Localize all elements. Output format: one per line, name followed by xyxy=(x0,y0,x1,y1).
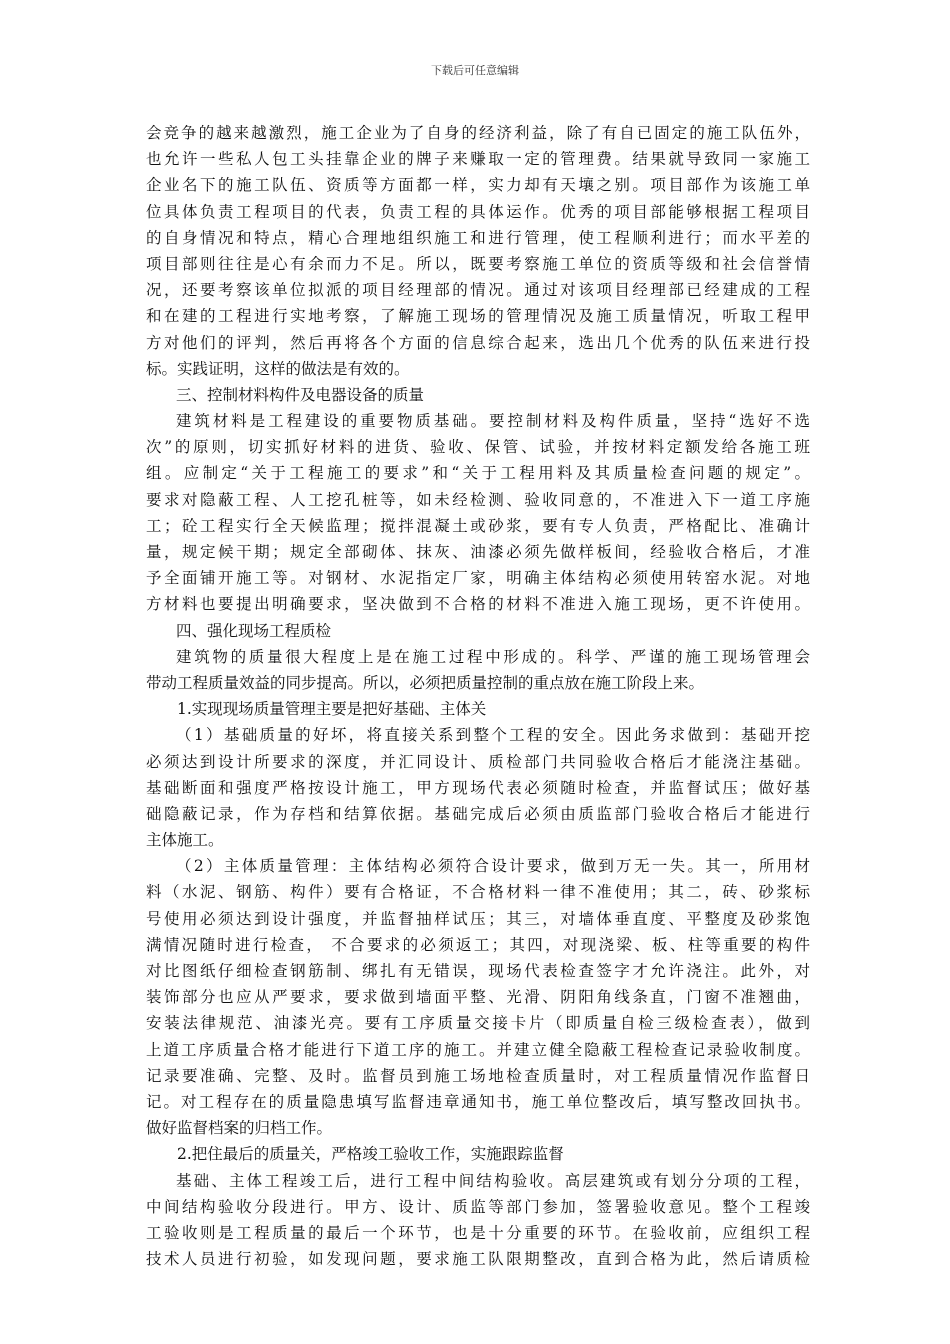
text-line: 企业名下的施工队伍、资质等方面都一样，实力却有天壤之别。项目部作为该施工单 xyxy=(146,176,810,195)
text-line: 会竞争的越来越激烈，施工企业为了自身的经济利益，除了有自已固定的施工队伍外， xyxy=(146,124,810,142)
text-line: 号使用必须达到设计强度，并监督抽样试压；其三，对墙体垂直度、平整度及砂浆饱 xyxy=(146,909,810,928)
text-line: 和在建的工程进行实地考察，了解施工现场的管理情况及施工质量情况，听取工程甲 xyxy=(146,307,810,326)
text-line: （1）基础质量的好坏，将直接关系到整个工程的安全。因此务求做到：基础开挖 xyxy=(176,726,810,745)
page-header: 下载后可任意编辑 xyxy=(431,64,519,77)
text-line: 记录要准确、完整、及时。监督员到施工场地检查质量时，对工程质量情况作监督日 xyxy=(146,1066,810,1085)
text-line: 主体施工。 xyxy=(146,831,224,850)
text-line: 方材料也要提出明确要求，坚决做到不合格的材料不准进入施工现场，更不许使用。 xyxy=(146,595,810,614)
text-line: 标。实践证明，这样的做法是有效的。 xyxy=(146,359,410,378)
text-line: 要求对隐蔽工程、人工挖孔桩等，如未经检测、验收同意的，不准进入下一道工序施 xyxy=(146,490,810,509)
text-line: 工；砼工程实行全天候监理；搅拌混凝土或砂浆，要有专人负责，严格配比、准确计 xyxy=(146,516,810,535)
text-line: 上道工序质量合格才能进行下道工序的施工。并建立健全隐蔽工程检查记录验收制度。 xyxy=(146,1040,810,1059)
text-line: 带动工程质量效益的同步提高。所以，必须把质量控制的重点放在施工阶段上来。 xyxy=(146,673,705,692)
text-line: 四、强化现场工程质检 xyxy=(176,621,332,640)
text-line: 基础、主体工程竣工后，进行工程中间结构验收。高层建筑或有划分分项的工程， xyxy=(176,1171,810,1190)
text-line: 组。应制定“关于工程施工的要求”和“关于工程用料及其质量检查问题的规定”。 xyxy=(146,464,810,483)
text-line: 的自身情况和特点，精心合理地组织施工和进行管理，使工程顺利进行；而水平差的 xyxy=(146,228,810,247)
text-line: 工验收则是工程质量的最后一个环节，也是十分重要的环节。在验收前，应组织工程 xyxy=(146,1223,810,1242)
text-line: 予全面铺开施工等。对钢材、水泥指定厂家，明确主体结构必须使用转窑水泥。对地 xyxy=(146,569,810,588)
text-line: 1.实现现场质量管理主要是把好基础、主体关 xyxy=(177,700,487,719)
text-line: 况，还要考察该单位拟派的项目经理部的情况。通过对该项目经理部已经建成的工程 xyxy=(146,281,810,300)
text-line: 础隐蔽记录，作为存档和结算依据。基础完成后必须由质监部门验收合格后才能进行 xyxy=(146,804,810,823)
text-line: （2）主体质量管理：主体结构必须符合设计要求，做到万无一失。其一，所用材 xyxy=(176,857,810,876)
text-line: 记。对工程存在的质量隐患填写监督违章通知书，施工单位整改后，填写整改回执书。 xyxy=(146,1092,810,1111)
document-body xyxy=(146,120,810,1272)
text-line: 对比图纸仔细检查钢筋制、绑扎有无错误，现场代表检查签字才允许浇注。此外，对 xyxy=(146,962,810,980)
text-line: 项目部则往往是心有余而力不足。所以，既要考察施工单位的资质等级和社会信誉情 xyxy=(146,254,810,273)
text-line: 基础断面和强度严格按设计施工，甲方现场代表必须随时检查，并监督试压；做好基 xyxy=(146,778,810,797)
text-line: 料（水泥、钢筋、构件）要有合格证，不合格材料一律不准使用；其二，砖、砂浆标 xyxy=(146,883,810,902)
text-line: 位具体负责工程项目的代表，负责工程的具体运作。优秀的项目部能够根据工程项目 xyxy=(146,202,810,221)
text-line: 中间结构验收分段进行。甲方、设计、质监等部门参加，签署验收意见。整个工程竣 xyxy=(146,1197,810,1216)
text-line: 建筑材料是工程建设的重要物质基础。要控制材料及构件质量，坚持“选好不选 xyxy=(176,412,810,431)
text-line: 安装法律规范、油漆光亮。要有工序质量交接卡片（即质量自检三级检查表），做到 xyxy=(146,1014,810,1033)
text-line: 必须达到设计所要求的深度，并汇同设计、质检部门共同验收合格后才能浇注基础。 xyxy=(146,752,810,771)
text-line: 方对他们的评判，然后再将各个方面的信息综合起来，选出几个优秀的队伍来进行投 xyxy=(146,333,810,352)
text-line: 也允许一些私人包工头挂靠企业的牌子来赚取一定的管理费。结果就导致同一家施工 xyxy=(146,150,810,169)
text-line: 量，规定候干期；规定全部砌体、抹灰、油漆必须先做样板间，经验收合格后，才准 xyxy=(146,543,810,561)
text-line: 2.把住最后的质量关，严格竣工验收工作，实施跟踪监督 xyxy=(177,1145,564,1164)
text-line: 装饰部分也应从严要求，要求做到墙面平整、光滑、阴阳角线条直，门窗不准翘曲， xyxy=(146,988,810,1007)
text-line: 满情况随时进行检查， 不合要求的必须返工；其四，对现浇梁、板、柱等重要的构件 xyxy=(146,935,810,954)
text-line: 次”的原则，切实抓好材料的进货、验收、保管、试验，并按材料定额发给各施工班 xyxy=(146,438,810,457)
text-line: 技术人员进行初验，如发现问题，要求施工队限期整改，直到合格为此，然后请质检 xyxy=(146,1250,810,1269)
text-line: 做好监督档案的归档工作。 xyxy=(146,1119,333,1138)
text-line: 建筑物的质量很大程度上是在施工过程中形成的。科学、严谨的施工现场管理会 xyxy=(176,647,810,666)
text-line: 三、控制材料构件及电器设备的质量 xyxy=(176,385,425,404)
